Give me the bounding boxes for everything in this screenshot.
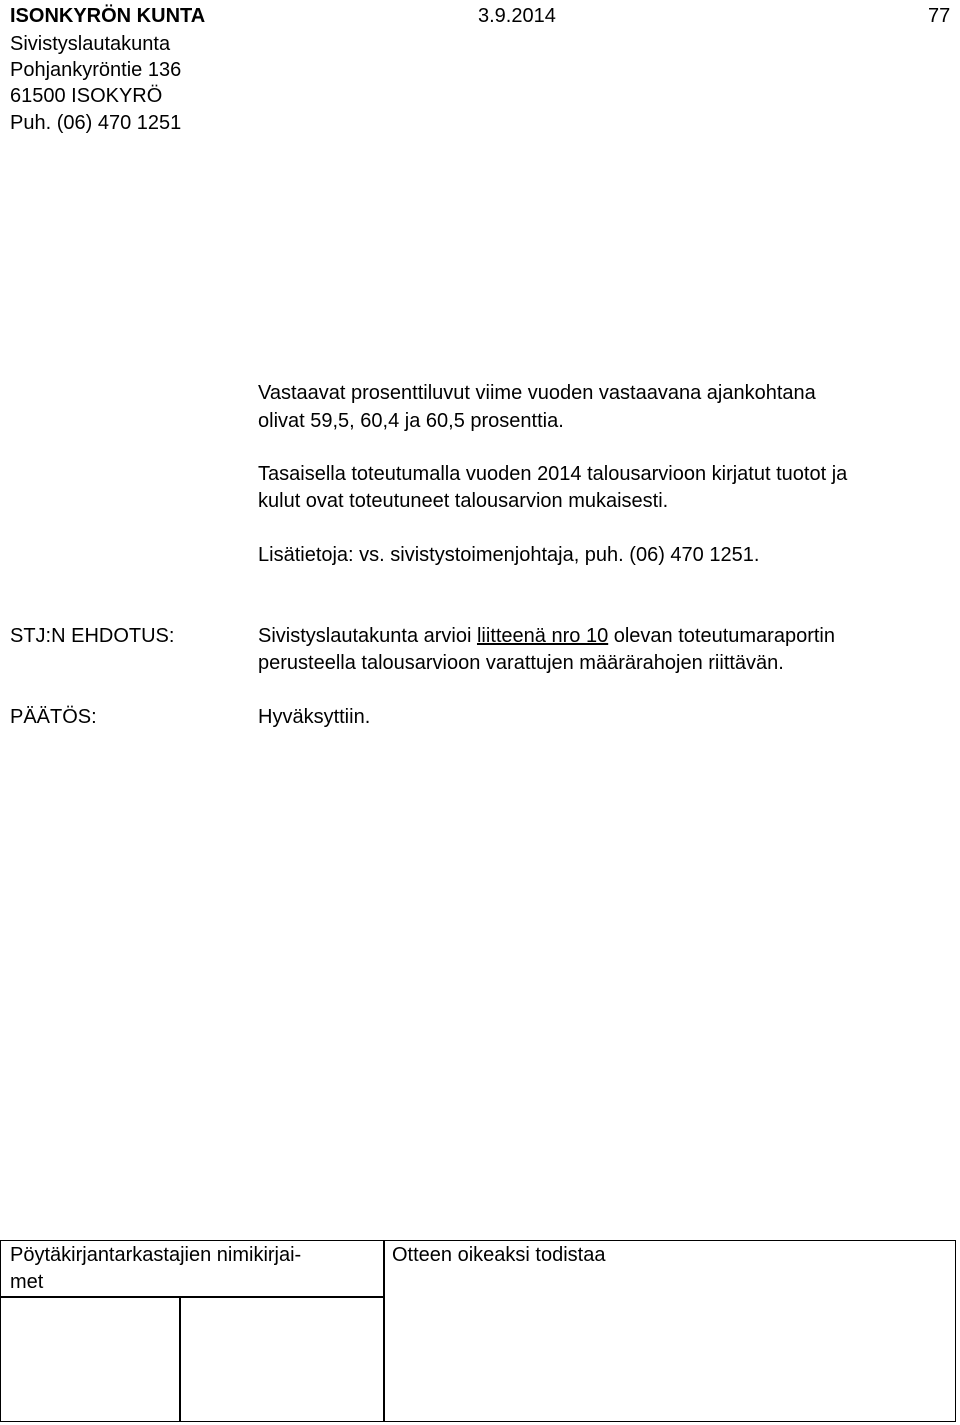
- municipality-name: ISONKYRÖN KUNTA: [10, 5, 206, 27]
- attachment-link[interactable]: liitteenä nro 10: [476, 625, 609, 647]
- proposal-text-line-1: [258, 622, 835, 650]
- decision-label: PÄÄTÖS:: [10, 706, 97, 728]
- certified-label: Otteen oikeaksi todistaa: [392, 1244, 606, 1266]
- meeting-date: 3.9.2014: [478, 5, 556, 27]
- signatures-label-line-2: met: [10, 1271, 44, 1293]
- page-number: 77: [928, 5, 951, 27]
- department-name: Sivistyslautakunta: [10, 33, 171, 55]
- additional-info: Lisätietoja: vs. sivistystoimenjohtaja, puh. (06) 470 1251.: [258, 544, 760, 566]
- decision-text: Hyväksyttiin.: [258, 706, 371, 728]
- paragraph-1-line-1: Vastaavat prosenttiluvut viime vuoden vastaavana ajankohtana: [258, 382, 816, 404]
- paragraph-2-line-1: Tasaisella toteutumalla vuoden 2014 talousarvioon kirjatut tuotot ja: [258, 463, 848, 485]
- paragraph-2-line-2: kulut ovat toteutuneet talousarvion mukaisesti.: [258, 490, 669, 512]
- street-address: Pohjankyröntie 136: [10, 59, 182, 81]
- signature-divider: [179, 1296, 181, 1422]
- proposal-text-after: olevan toteutumaraportin: [608, 625, 835, 647]
- footer-divider-horizontal: [0, 1296, 384, 1298]
- footer-divider-vertical: [383, 1240, 385, 1422]
- proposal-text-line-2: perusteella talousarvioon varattujen määrärahojen riittävän.: [258, 652, 784, 674]
- proposal-text-before: Sivistyslautakunta arvioi: [258, 625, 477, 647]
- postal-address: 61500 ISOKYRÖ: [10, 85, 163, 107]
- signatures-label-line-1: Pöytäkirjantarkastajien nimikirjai-: [10, 1244, 302, 1266]
- phone-number: Puh. (06) 470 1251: [10, 112, 182, 134]
- proposal-label: STJ:N EHDOTUS:: [10, 625, 175, 647]
- paragraph-1-line-2: olivat 59,5, 60,4 ja 60,5 prosenttia.: [258, 410, 564, 432]
